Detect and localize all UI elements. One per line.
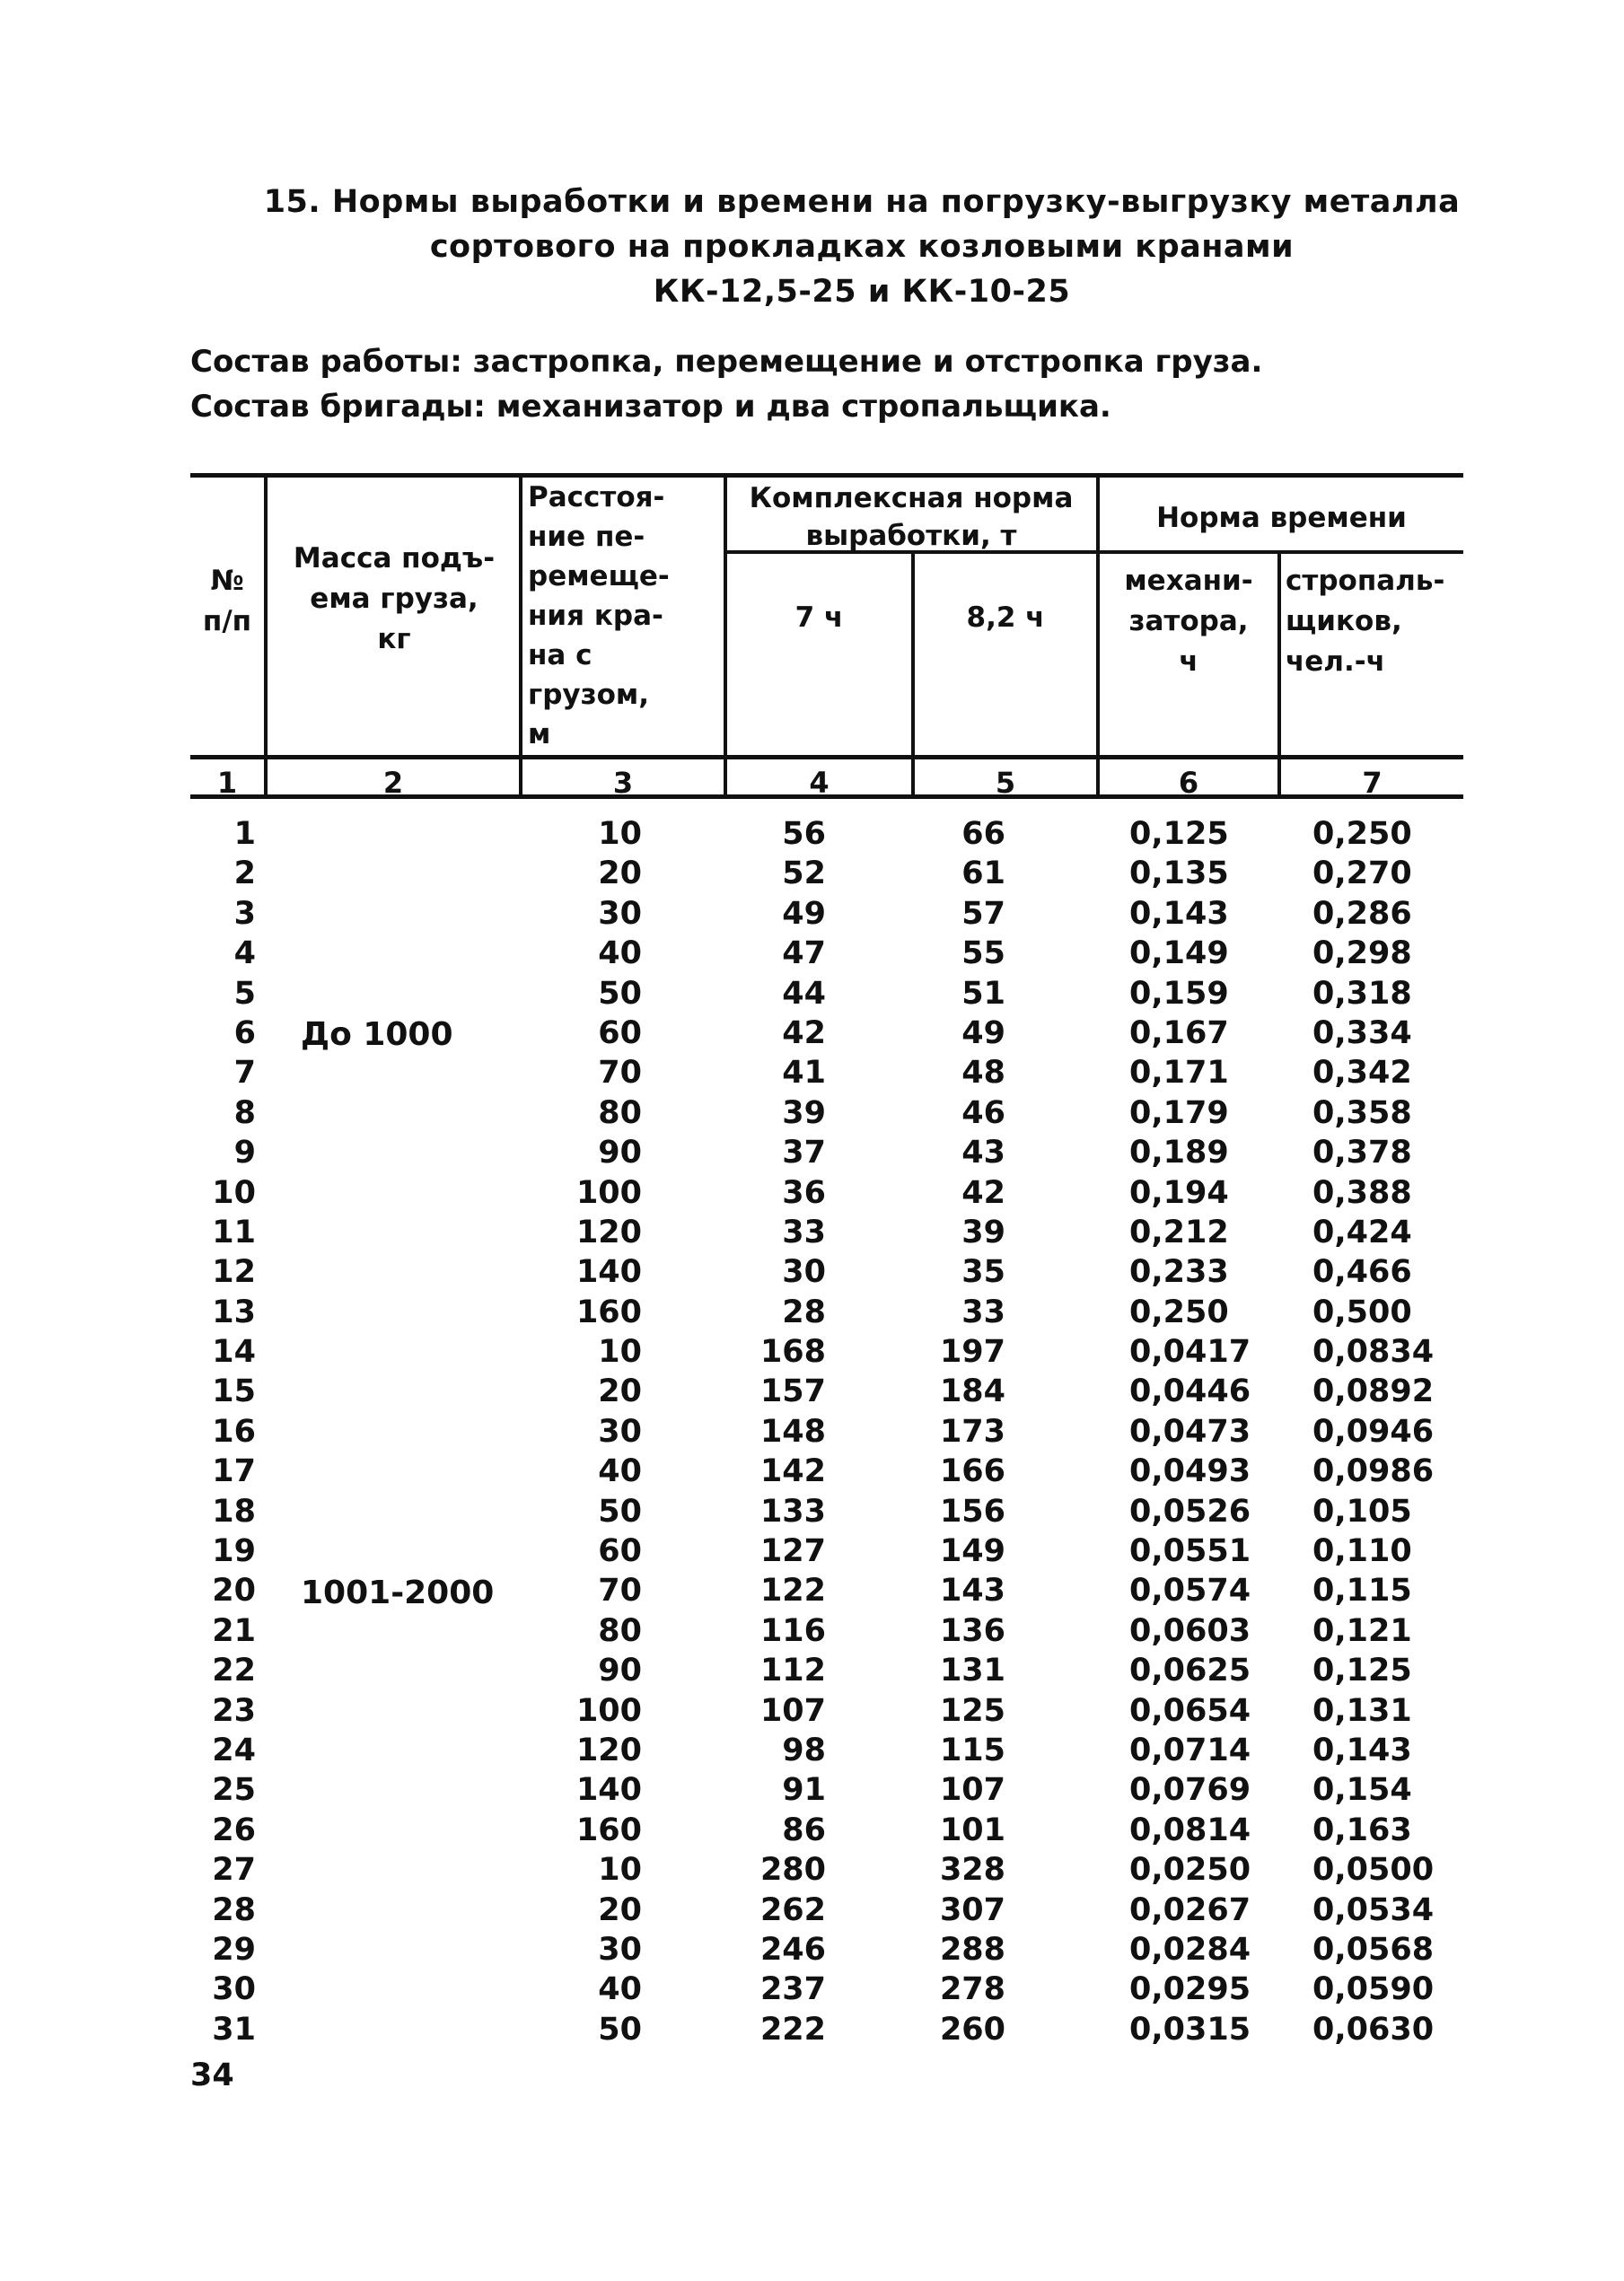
norm-7h-cell: 28 — [782, 1294, 826, 1330]
slingers-time-cell: 0,466 — [1312, 1254, 1412, 1291]
norm-7h-cell: 116 — [759, 1612, 826, 1649]
col-divider-2 — [519, 473, 522, 798]
slingers-time-cell: 0,0986 — [1312, 1453, 1435, 1490]
work-description — [190, 339, 1465, 429]
row-number: 5 — [233, 975, 256, 1012]
distance-cell: 80 — [598, 1612, 642, 1649]
table-row — [0, 1213, 1624, 1252]
slingers-time-cell: 0,0590 — [1312, 1971, 1435, 2008]
norm-7h-cell: 222 — [759, 2011, 826, 2048]
col-divider-1 — [264, 473, 268, 798]
mechanic-time-cell: 0,0769 — [1129, 1772, 1251, 1809]
row-number: 27 — [212, 1852, 256, 1889]
norm-7h-cell: 49 — [782, 895, 826, 932]
mechanic-time-cell: 0,0473 — [1129, 1413, 1251, 1450]
norm-7h-cell: 36 — [782, 1174, 826, 1211]
slingers-time-cell: 0,318 — [1312, 975, 1412, 1012]
table-row — [0, 1013, 1624, 1053]
col-number-6: 6 — [1178, 766, 1199, 800]
distance-cell: 160 — [575, 1812, 642, 1848]
norm-7h-cell: 98 — [782, 1732, 826, 1768]
row-number: 16 — [212, 1413, 256, 1450]
mechanic-time-cell: 0,143 — [1129, 895, 1229, 932]
slingers-time-cell: 0,105 — [1312, 1493, 1412, 1530]
row-number: 14 — [212, 1334, 256, 1371]
norm-8-2h-cell: 42 — [961, 1174, 1005, 1211]
norm-8-2h-cell: 39 — [961, 1214, 1005, 1250]
distance-cell: 10 — [598, 1334, 642, 1371]
header-num: № п/п — [202, 565, 252, 637]
table-row — [0, 974, 1624, 1013]
mechanic-time-cell: 0,171 — [1129, 1055, 1229, 1092]
row-number: 28 — [212, 1891, 256, 1928]
norm-7h-cell: 86 — [782, 1812, 826, 1848]
norm-8-2h-cell: 66 — [961, 816, 1005, 852]
table-row — [0, 934, 1624, 973]
distance-cell: 30 — [598, 895, 642, 932]
norm-8-2h-cell: 143 — [939, 1573, 1005, 1610]
distance-cell: 30 — [598, 1931, 642, 1968]
distance-cell: 140 — [575, 1772, 642, 1809]
norm-7h-cell: 47 — [782, 935, 826, 972]
col-number-3: 3 — [612, 766, 634, 800]
norm-8-2h-cell: 197 — [939, 1334, 1005, 1371]
mechanic-time-cell: 0,0603 — [1129, 1612, 1251, 1649]
norm-8-2h-cell: 49 — [961, 1014, 1005, 1051]
slingers-time-cell: 0,121 — [1312, 1612, 1412, 1649]
table-row — [0, 1850, 1624, 1890]
header-8-2h: 8,2 ч — [966, 601, 1045, 634]
norm-8-2h-cell: 107 — [939, 1772, 1005, 1809]
slingers-time-cell: 0,0946 — [1312, 1413, 1435, 1450]
norm-7h-cell: 37 — [782, 1135, 826, 1171]
slingers-time-cell: 0,143 — [1312, 1732, 1412, 1768]
mechanic-time-cell: 0,0526 — [1129, 1493, 1251, 1530]
slingers-time-cell: 0,154 — [1312, 1772, 1412, 1809]
distance-cell: 20 — [598, 855, 642, 892]
norm-8-2h-cell: 173 — [939, 1413, 1005, 1450]
norm-8-2h-cell: 48 — [961, 1055, 1005, 1092]
norm-8-2h-cell: 61 — [961, 855, 1005, 892]
header-mechanic: механи- затора, ч — [1124, 565, 1253, 678]
norm-8-2h-cell: 131 — [939, 1653, 1005, 1689]
table-row — [0, 1651, 1624, 1690]
distance-cell: 50 — [598, 975, 642, 1012]
row-number: 20 — [212, 1573, 256, 1610]
header-slingers: стропаль- щиков, чел.-ч — [1286, 565, 1445, 678]
mechanic-time-cell: 0,189 — [1129, 1135, 1229, 1171]
mechanic-time-cell: 0,125 — [1129, 816, 1229, 852]
title-line-3: КК-12,5-25 и КК-10-25 — [653, 274, 1071, 310]
norm-7h-cell: 42 — [782, 1014, 826, 1051]
table-row — [0, 894, 1624, 934]
distance-cell: 60 — [598, 1533, 642, 1570]
title-line-1: 15. Нормы выработки и времени на погрузку-выгрузку металла — [263, 184, 1461, 220]
table-row — [0, 1770, 1624, 1810]
distance-cell: 80 — [598, 1094, 642, 1131]
norm-7h-cell: 237 — [759, 1971, 826, 2008]
distance-cell: 140 — [575, 1254, 642, 1291]
mechanic-time-cell: 0,0417 — [1129, 1334, 1251, 1371]
row-number: 24 — [212, 1732, 256, 1768]
norm-8-2h-cell: 156 — [939, 1493, 1005, 1530]
col-number-5: 5 — [995, 766, 1016, 800]
row-number: 6 — [233, 1014, 256, 1051]
norm-8-2h-cell: 35 — [961, 1254, 1005, 1291]
norm-8-2h-cell: 260 — [939, 2011, 1005, 2048]
slingers-time-cell: 0,125 — [1312, 1653, 1412, 1689]
norm-7h-cell: 56 — [782, 816, 826, 852]
mechanic-time-cell: 0,0295 — [1129, 1971, 1251, 2008]
norm-7h-cell: 30 — [782, 1254, 826, 1291]
slingers-time-cell: 0,342 — [1312, 1055, 1412, 1092]
mechanic-time-cell: 0,0446 — [1129, 1373, 1251, 1410]
row-number: 18 — [212, 1493, 256, 1530]
slingers-time-cell: 0,0500 — [1312, 1852, 1435, 1889]
distance-cell: 50 — [598, 2011, 642, 2048]
distance-cell: 20 — [598, 1373, 642, 1410]
slingers-time-cell: 0,334 — [1312, 1014, 1412, 1051]
slingers-time-cell: 0,163 — [1312, 1812, 1412, 1848]
norm-8-2h-cell: 184 — [939, 1373, 1005, 1410]
slingers-time-cell: 0,0630 — [1312, 2011, 1435, 2048]
norm-7h-cell: 122 — [759, 1573, 826, 1610]
slingers-time-cell: 0,0534 — [1312, 1891, 1435, 1928]
row-number: 10 — [212, 1174, 256, 1211]
distance-cell: 70 — [598, 1055, 642, 1092]
slingers-time-cell: 0,500 — [1312, 1294, 1412, 1330]
row-number: 12 — [212, 1254, 256, 1291]
table-row — [0, 1332, 1624, 1372]
table-row — [0, 1811, 1624, 1850]
team-composition: Состав бригады: механизатор и два стропальщика. — [190, 389, 1111, 425]
norm-7h-cell: 39 — [782, 1094, 826, 1131]
table-row — [0, 1452, 1624, 1491]
table-row — [0, 1412, 1624, 1452]
norm-8-2h-cell: 278 — [939, 1971, 1005, 2008]
norm-7h-cell: 52 — [782, 855, 826, 892]
table-row — [0, 1293, 1624, 1332]
norm-7h-cell: 262 — [759, 1891, 826, 1928]
norm-7h-cell: 33 — [782, 1214, 826, 1250]
table-row — [0, 1053, 1624, 1092]
norm-7h-cell: 91 — [782, 1772, 826, 1809]
row-number: 17 — [212, 1453, 256, 1490]
table-row — [0, 1372, 1624, 1411]
distance-cell: 60 — [598, 1014, 642, 1051]
slingers-time-cell: 0,115 — [1312, 1573, 1412, 1610]
norm-8-2h-cell: 136 — [939, 1612, 1005, 1649]
slingers-time-cell: 0,424 — [1312, 1214, 1412, 1250]
slingers-time-cell: 0,110 — [1312, 1533, 1412, 1570]
norm-7h-cell: 148 — [759, 1413, 826, 1450]
mechanic-time-cell: 0,167 — [1129, 1014, 1229, 1051]
table-row — [0, 1970, 1624, 2009]
slingers-time-cell: 0,0892 — [1312, 1373, 1435, 1410]
norm-7h-cell: 127 — [759, 1533, 826, 1570]
table-row — [0, 1492, 1624, 1531]
norm-7h-cell: 246 — [759, 1931, 826, 1968]
mechanic-time-cell: 0,135 — [1129, 855, 1229, 892]
distance-cell: 40 — [598, 1971, 642, 2008]
norm-8-2h-cell: 328 — [939, 1852, 1005, 1889]
norm-7h-cell: 157 — [759, 1373, 826, 1410]
norm-7h-cell: 44 — [782, 975, 826, 1012]
norm-7h-cell: 133 — [759, 1493, 826, 1530]
row-number: 29 — [212, 1931, 256, 1968]
mechanic-time-cell: 0,0625 — [1129, 1653, 1251, 1689]
mechanic-time-cell: 0,194 — [1129, 1174, 1229, 1211]
norm-8-2h-cell: 43 — [961, 1135, 1005, 1171]
table-row — [0, 1173, 1624, 1213]
norm-8-2h-cell: 55 — [961, 935, 1005, 972]
distance-cell: 90 — [598, 1135, 642, 1171]
row-number: 30 — [212, 1971, 256, 2008]
table-row — [0, 1930, 1624, 1970]
header-distance: Расстоя- ние пе- ремеще- ния кра- на с грузом, м — [528, 481, 670, 750]
table-row — [0, 1133, 1624, 1172]
row-number: 9 — [233, 1135, 256, 1171]
distance-cell: 100 — [575, 1692, 642, 1729]
row-number: 7 — [233, 1055, 256, 1092]
table-row — [0, 1731, 1624, 1770]
table-row — [0, 1252, 1624, 1292]
mechanic-time-cell: 0,212 — [1129, 1214, 1229, 1250]
norm-8-2h-cell: 288 — [939, 1931, 1005, 1968]
norm-8-2h-cell: 57 — [961, 895, 1005, 932]
row-number: 2 — [233, 855, 256, 892]
col-divider-4 — [911, 552, 915, 798]
slingers-time-cell: 0,250 — [1312, 816, 1412, 852]
mechanic-time-cell: 0,0284 — [1129, 1931, 1251, 1968]
row-number: 31 — [212, 2011, 256, 2048]
distance-cell: 100 — [575, 1174, 642, 1211]
slingers-time-cell: 0,0834 — [1312, 1334, 1435, 1371]
document-title — [242, 180, 1481, 314]
slingers-time-cell: 0,388 — [1312, 1174, 1412, 1211]
distance-cell: 120 — [575, 1732, 642, 1768]
slingers-time-cell: 0,298 — [1312, 935, 1412, 972]
group-label-1001-2000: 1001-2000 — [301, 1575, 495, 1611]
norm-8-2h-cell: 51 — [961, 975, 1005, 1012]
norm-7h-cell: 41 — [782, 1055, 826, 1092]
page-number: 34 — [190, 2057, 234, 2093]
group-label-up-to-1000: До 1000 — [301, 1016, 453, 1053]
norm-8-2h-cell: 101 — [939, 1812, 1005, 1848]
header-time-norm: Норма времени — [1156, 502, 1407, 534]
row-number: 23 — [212, 1692, 256, 1729]
mechanic-time-cell: 0,0574 — [1129, 1573, 1251, 1610]
row-number: 1 — [233, 816, 256, 852]
slingers-time-cell: 0,131 — [1312, 1692, 1412, 1729]
slingers-time-cell: 0,286 — [1312, 895, 1412, 932]
col-divider-6 — [1277, 552, 1281, 798]
norm-8-2h-cell: 115 — [939, 1732, 1005, 1768]
norm-7h-cell: 142 — [759, 1453, 826, 1490]
distance-cell: 120 — [575, 1214, 642, 1250]
mechanic-time-cell: 0,159 — [1129, 975, 1229, 1012]
distance-cell: 40 — [598, 935, 642, 972]
mechanic-time-cell: 0,0714 — [1129, 1732, 1251, 1768]
row-number: 15 — [212, 1373, 256, 1410]
table-row — [0, 854, 1624, 893]
row-number: 21 — [212, 1612, 256, 1649]
row-number: 19 — [212, 1533, 256, 1570]
col-number-1: 1 — [216, 766, 238, 800]
distance-cell: 20 — [598, 1891, 642, 1928]
slingers-time-cell: 0,378 — [1312, 1135, 1412, 1171]
mechanic-time-cell: 0,0315 — [1129, 2011, 1251, 2048]
header-complex-norm: Комплексная норма выработки, т — [749, 482, 1074, 552]
header-7h: 7 ч — [794, 601, 844, 634]
row-number: 25 — [212, 1772, 256, 1809]
mechanic-time-cell: 0,0814 — [1129, 1812, 1251, 1848]
norm-7h-cell: 107 — [759, 1692, 826, 1729]
mechanic-time-cell: 0,0654 — [1129, 1692, 1251, 1729]
norm-7h-cell: 168 — [759, 1334, 826, 1371]
slingers-time-cell: 0,358 — [1312, 1094, 1412, 1131]
distance-cell: 30 — [598, 1413, 642, 1450]
norm-8-2h-cell: 125 — [939, 1692, 1005, 1729]
header-bottom-rule — [190, 755, 1463, 759]
mechanic-time-cell: 0,0493 — [1129, 1453, 1251, 1490]
table-row — [0, 1891, 1624, 1930]
mechanic-time-cell: 0,149 — [1129, 935, 1229, 972]
table-row — [0, 1531, 1624, 1571]
row-number: 11 — [212, 1214, 256, 1250]
norm-8-2h-cell: 307 — [939, 1891, 1005, 1928]
mechanic-time-cell: 0,233 — [1129, 1254, 1229, 1291]
norm-8-2h-cell: 33 — [961, 1294, 1005, 1330]
col-number-4: 4 — [809, 766, 830, 800]
distance-cell: 10 — [598, 816, 642, 852]
norm-7h-cell: 280 — [759, 1852, 826, 1889]
norm-7h-cell: 112 — [759, 1653, 826, 1689]
table-row — [0, 814, 1624, 854]
distance-cell: 10 — [598, 1852, 642, 1889]
work-composition: Состав работы: застропка, перемещение и отстропка груза. — [190, 344, 1263, 380]
distance-cell: 160 — [575, 1294, 642, 1330]
mechanic-time-cell: 0,250 — [1129, 1294, 1229, 1330]
row-number: 4 — [233, 935, 256, 972]
mechanic-time-cell: 0,179 — [1129, 1094, 1229, 1131]
col-number-2: 2 — [382, 766, 404, 800]
row-number: 26 — [212, 1812, 256, 1848]
row-number: 22 — [212, 1653, 256, 1689]
table-row — [0, 1611, 1624, 1651]
distance-cell: 50 — [598, 1493, 642, 1530]
table-row — [0, 1691, 1624, 1731]
title-line-2: сортового на прокладках козловыми кранами — [429, 229, 1295, 265]
norm-8-2h-cell: 46 — [961, 1094, 1005, 1131]
row-number: 13 — [212, 1294, 256, 1330]
mechanic-time-cell: 0,0551 — [1129, 1533, 1251, 1570]
mechanic-time-cell: 0,0250 — [1129, 1852, 1251, 1889]
table-row — [0, 1571, 1624, 1610]
distance-cell: 70 — [598, 1573, 642, 1610]
norm-8-2h-cell: 149 — [939, 1533, 1005, 1570]
slingers-time-cell: 0,270 — [1312, 855, 1412, 892]
distance-cell: 90 — [598, 1653, 642, 1689]
table-row — [0, 2010, 1624, 2049]
norm-8-2h-cell: 166 — [939, 1453, 1005, 1490]
distance-cell: 40 — [598, 1453, 642, 1490]
table-body — [0, 814, 1624, 2049]
header-mass: Масса подъ- ема груза, кг — [293, 542, 496, 655]
mechanic-time-cell: 0,0267 — [1129, 1891, 1251, 1928]
slingers-time-cell: 0,0568 — [1312, 1931, 1435, 1968]
table-row — [0, 1093, 1624, 1133]
row-number: 3 — [233, 895, 256, 932]
col-number-7: 7 — [1362, 766, 1383, 800]
table-top-rule — [190, 473, 1463, 478]
row-number: 8 — [233, 1094, 256, 1131]
